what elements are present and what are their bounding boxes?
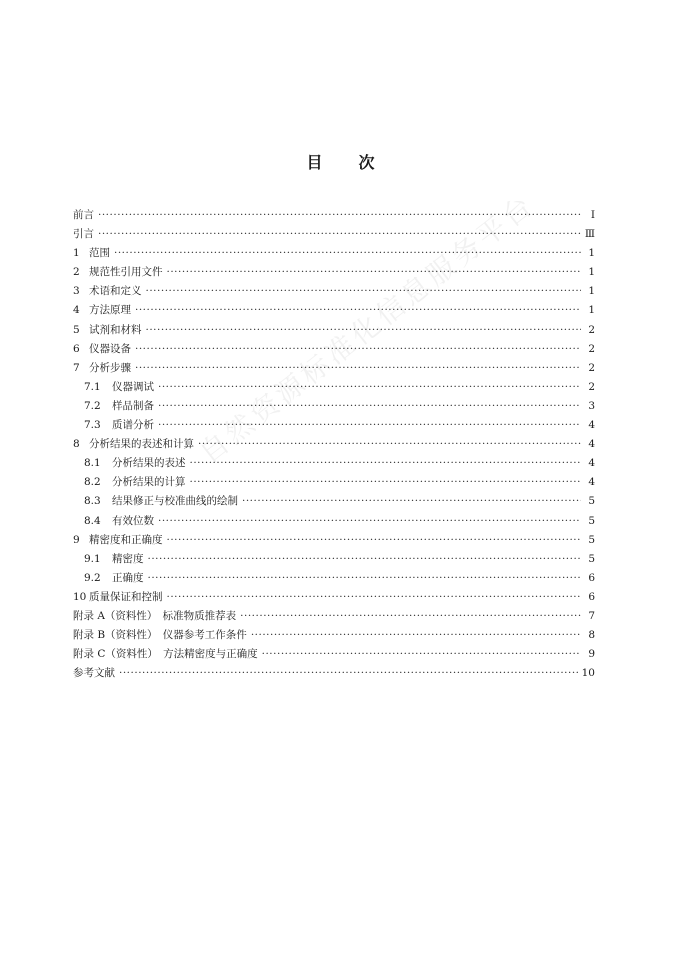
toc-entry-page-number: 5 [588,495,595,508]
toc-entry-number: 5 [73,323,80,336]
toc-entry-label: 分析结果的计算 [112,476,186,489]
toc-entry[interactable] [73,473,595,492]
toc-leader-dots [98,206,581,225]
toc-entry[interactable] [73,263,595,282]
toc-leader-dots [198,435,581,454]
toc-entry-label: 术语和定义 [89,285,142,298]
toc-title [0,150,681,173]
toc-entry[interactable] [73,321,595,340]
toc-entry[interactable] [73,492,595,511]
toc-entry[interactable] [73,340,595,359]
watermark: 自然资源标准化信息服务平台 [193,187,542,470]
toc-entry-label: 分析结果的表述和计算 [89,438,194,451]
toc-entry-page-number: Ⅲ [584,228,595,241]
toc-entry-number: 8 [73,438,80,451]
toc-entry-page-number: 1 [588,266,595,279]
toc-entry-page-number: 7 [588,609,595,622]
toc-entry-label: 精密度 [112,552,144,565]
toc-entry[interactable] [73,378,595,397]
toc-entry-label: 附录 C（资料性） 方法精密度与正确度 [73,648,258,661]
toc-leader-dots [158,378,581,397]
toc-leader-dots [167,531,582,550]
toc-entry[interactable] [73,206,595,225]
toc-entry-page-number: Ⅰ [590,209,595,221]
toc-entry[interactable] [73,359,595,378]
toc-entry-label: 规范性引用文件 [89,266,163,279]
toc-entry-page-number: 5 [588,514,595,527]
toc-entry-number: 9.1 [84,552,101,565]
toc-entry-page-number: 10 [581,667,595,680]
toc-leader-dots [262,645,581,664]
toc-entry-label: 分析步骤 [89,361,131,374]
toc-entry[interactable] [73,454,595,473]
toc-leader-dots [148,569,582,588]
toc-entry-number: 8.1 [84,457,101,470]
toc-leader-dots [242,492,581,511]
toc-entry-number: 9.2 [84,571,101,584]
toc-entry[interactable] [73,645,595,664]
toc-leader-dots [158,416,581,435]
toc-leader-dots [146,321,582,340]
toc-entry-page-number: 1 [588,285,595,298]
toc-entry-page-number: 9 [588,648,595,661]
toc-leader-dots [190,454,582,473]
toc-leader-dots [167,263,582,282]
toc-entry[interactable] [73,301,595,320]
toc-entry-page-number: 2 [588,323,595,336]
toc-leader-dots [158,512,581,531]
toc-entry[interactable] [73,435,595,454]
toc-entry-label: 仪器设备 [89,342,131,355]
toc-entry-label: 精密度和正确度 [89,533,163,546]
toc-entry-number: 2 [73,266,80,279]
toc-entry-label: 引言 [73,228,94,241]
toc-entry-page-number: 4 [588,438,595,451]
toc-entry-label: 样品制备 [112,399,154,412]
toc-leader-dots [251,626,581,645]
toc-entry-page-number: 6 [588,571,595,584]
toc-leader-dots [98,225,581,244]
toc-entry-number: 7.2 [84,399,101,412]
toc-entry-page-number: 6 [588,590,595,603]
toc-entry[interactable] [73,416,595,435]
toc-entry-number: 1 [73,247,80,260]
toc-leader-dots [135,359,581,378]
toc-entry[interactable] [73,531,595,550]
toc-leader-dots [240,607,581,626]
toc-leader-dots [114,244,581,263]
toc-entry-page-number: 8 [588,629,595,642]
toc-entry[interactable] [73,244,595,263]
toc-entry-number: 7.1 [84,380,101,393]
toc-entry-number: 3 [73,285,80,298]
toc-leader-dots [190,473,582,492]
toc-entry-page-number: 4 [588,419,595,432]
toc-entry-label: 有效位数 [112,514,154,527]
toc-entry-page-number: 4 [588,476,595,489]
toc-entry-page-number: 5 [588,552,595,565]
toc-leader-dots [135,340,581,359]
toc-entry-number: 9 [73,533,80,546]
toc-entry[interactable] [73,512,595,531]
toc-entry-label: 前言 [73,209,94,221]
toc-entry-number: 7.3 [84,419,101,432]
toc-entry-number: 7 [73,361,80,374]
toc-leader-dots [119,664,578,683]
toc-leader-dots [167,588,582,607]
toc-entry-label: 附录 A（资料性） 标准物质推荐表 [73,609,237,622]
toc-entry-number: 6 [73,342,80,355]
toc-entry-label: 质谱分析 [112,419,154,432]
toc-entry-number: 10 [73,590,87,603]
toc-leader-dots [135,301,581,320]
toc-title-part1: 目 [306,153,323,172]
toc-entry-label: 参考文献 [73,667,115,680]
toc-entry-label: 仪器调试 [112,380,154,393]
toc-entry[interactable] [73,569,595,588]
toc-entry-page-number: 3 [588,399,595,412]
toc-entry-page-number: 2 [588,380,595,393]
toc-entry-page-number: 2 [588,361,595,374]
toc-entry-page-number: 1 [588,247,595,260]
toc-entry-label: 方法原理 [89,304,131,317]
toc-title-part2: 次 [358,153,375,172]
toc-entry-number: 4 [73,304,80,317]
toc-entry[interactable] [73,282,595,301]
toc-entry-label: 正确度 [112,571,144,584]
toc-entry[interactable] [73,607,595,626]
toc-leader-dots [146,282,582,301]
toc-entry-label: 试剂和材料 [89,323,142,336]
toc-entry-label: 分析结果的表述 [112,457,186,470]
toc-entry[interactable] [73,397,595,416]
toc-entry-label: 附录 B（资料性） 仪器参考工作条件 [73,629,247,642]
toc-entry-label: 范围 [89,247,110,260]
toc-entry-page-number: 2 [588,342,595,355]
toc-entry-label: 质量保证和控制 [89,590,163,603]
toc-entry-label: 结果修正与校准曲线的绘制 [112,495,238,508]
toc-entry[interactable] [73,550,595,569]
toc-entry[interactable] [73,588,595,607]
toc-entry[interactable] [73,225,595,244]
toc-entry-page-number: 4 [588,457,595,470]
toc-entry[interactable] [73,664,595,683]
toc-leader-dots [158,397,581,416]
toc-entry-number: 8.4 [84,514,101,527]
toc-entry-number: 8.3 [84,495,101,508]
toc-leader-dots [148,550,582,569]
toc-entry-number: 8.2 [84,476,101,489]
toc-entry-page-number: 1 [588,304,595,317]
toc-entry-page-number: 5 [588,533,595,546]
table-of-contents [73,206,595,683]
toc-entry[interactable] [73,626,595,645]
